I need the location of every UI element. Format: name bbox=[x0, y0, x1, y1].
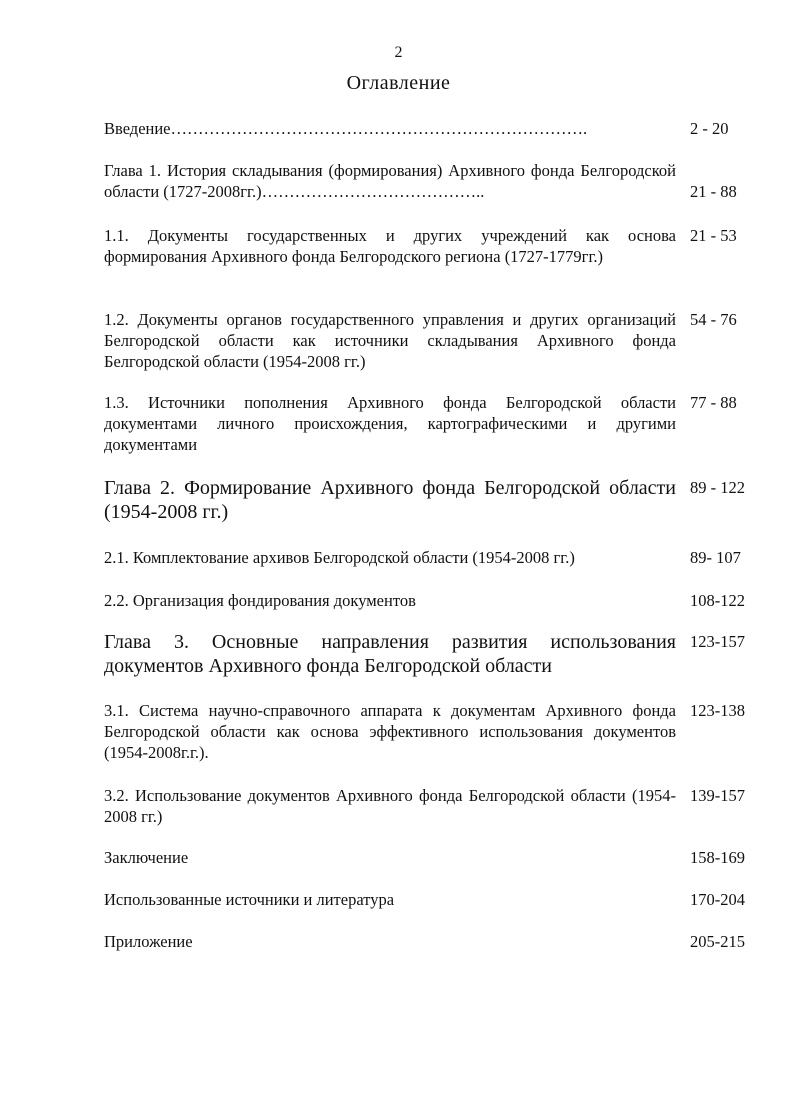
toc-entry-text: Введение…………………………………………………………………. bbox=[104, 119, 588, 138]
toc-entry-pages: 158-169 bbox=[690, 848, 745, 867]
toc-entry-text: 2.2. Организация фондирования документов bbox=[104, 591, 416, 610]
toc-entry-pages: 2 - 20 bbox=[690, 119, 729, 138]
toc-entry-pages: 139-157 bbox=[690, 786, 745, 805]
toc-entry-pages: 89 - 122 bbox=[690, 478, 745, 497]
toc-entry-pages: 123-138 bbox=[690, 701, 745, 720]
toc-entry-text: 3.1. Система научно-справочного аппарата к документам Архивного фонда Белгородской области как основа эффективного использования документов (1954-2008г.г.). bbox=[104, 701, 676, 762]
toc-entry-text: Глава 2. Формирование Архивного фонда Белгородской области (1954-2008 гг.) bbox=[104, 477, 676, 523]
toc-entry-text: Глава 1. История складывания (формирования) Архивного фонда Белгородской области (1727-2008гг.)………………………………….. bbox=[104, 161, 676, 201]
toc-entry-pages: 21 - 53 bbox=[690, 226, 737, 245]
toc-entry-text: 3.2. Использование документов Архивного фонда Белгородской области (1954-2008 гг.) bbox=[104, 786, 676, 826]
toc-entry-pages: 54 - 76 bbox=[690, 310, 737, 329]
toc-entry-pages: 123-157 bbox=[690, 632, 745, 651]
toc-entry-text: 1.3. Источники пополнения Архивного фонда Белгородской области документами личного происхождения, картографическими и другими документами bbox=[104, 393, 676, 454]
toc-entry-pages: 170-204 bbox=[690, 890, 745, 909]
toc-entry-text: Заключение bbox=[104, 848, 189, 867]
toc-entry-text: Использованные источники и литература bbox=[104, 890, 395, 909]
toc-entry-pages: 77 - 88 bbox=[690, 393, 737, 412]
toc-entry-text: 2.1. Комплектование архивов Белгородской области (1954-2008 гг.) bbox=[104, 548, 575, 567]
toc-entry-text: Глава 3. Основные направления развития использования документов Архивного фонда Белгородской области bbox=[104, 631, 676, 677]
toc-entry-text: Приложение bbox=[104, 932, 193, 951]
toc-entry-pages: 89- 107 bbox=[690, 548, 741, 567]
toc-entry-text: 1.1. Документы государственных и других учреждений как основа формирования Архивного фонда Белгородского региона (1727-1779гг.) bbox=[104, 226, 676, 266]
table-of-contents-title: Оглавление bbox=[346, 72, 451, 94]
toc-entry-pages: 108-122 bbox=[690, 591, 745, 610]
page-number: 2 bbox=[394, 44, 403, 61]
toc-entry-pages: 21 - 88 bbox=[690, 182, 737, 201]
toc-entry-pages: 205-215 bbox=[690, 932, 745, 951]
toc-entry-text: 1.2. Документы органов государственного управления и других организаций Белгородской области как источники складывания Архивного фонда Белгородской области (1954-2008 гг.) bbox=[104, 310, 676, 371]
